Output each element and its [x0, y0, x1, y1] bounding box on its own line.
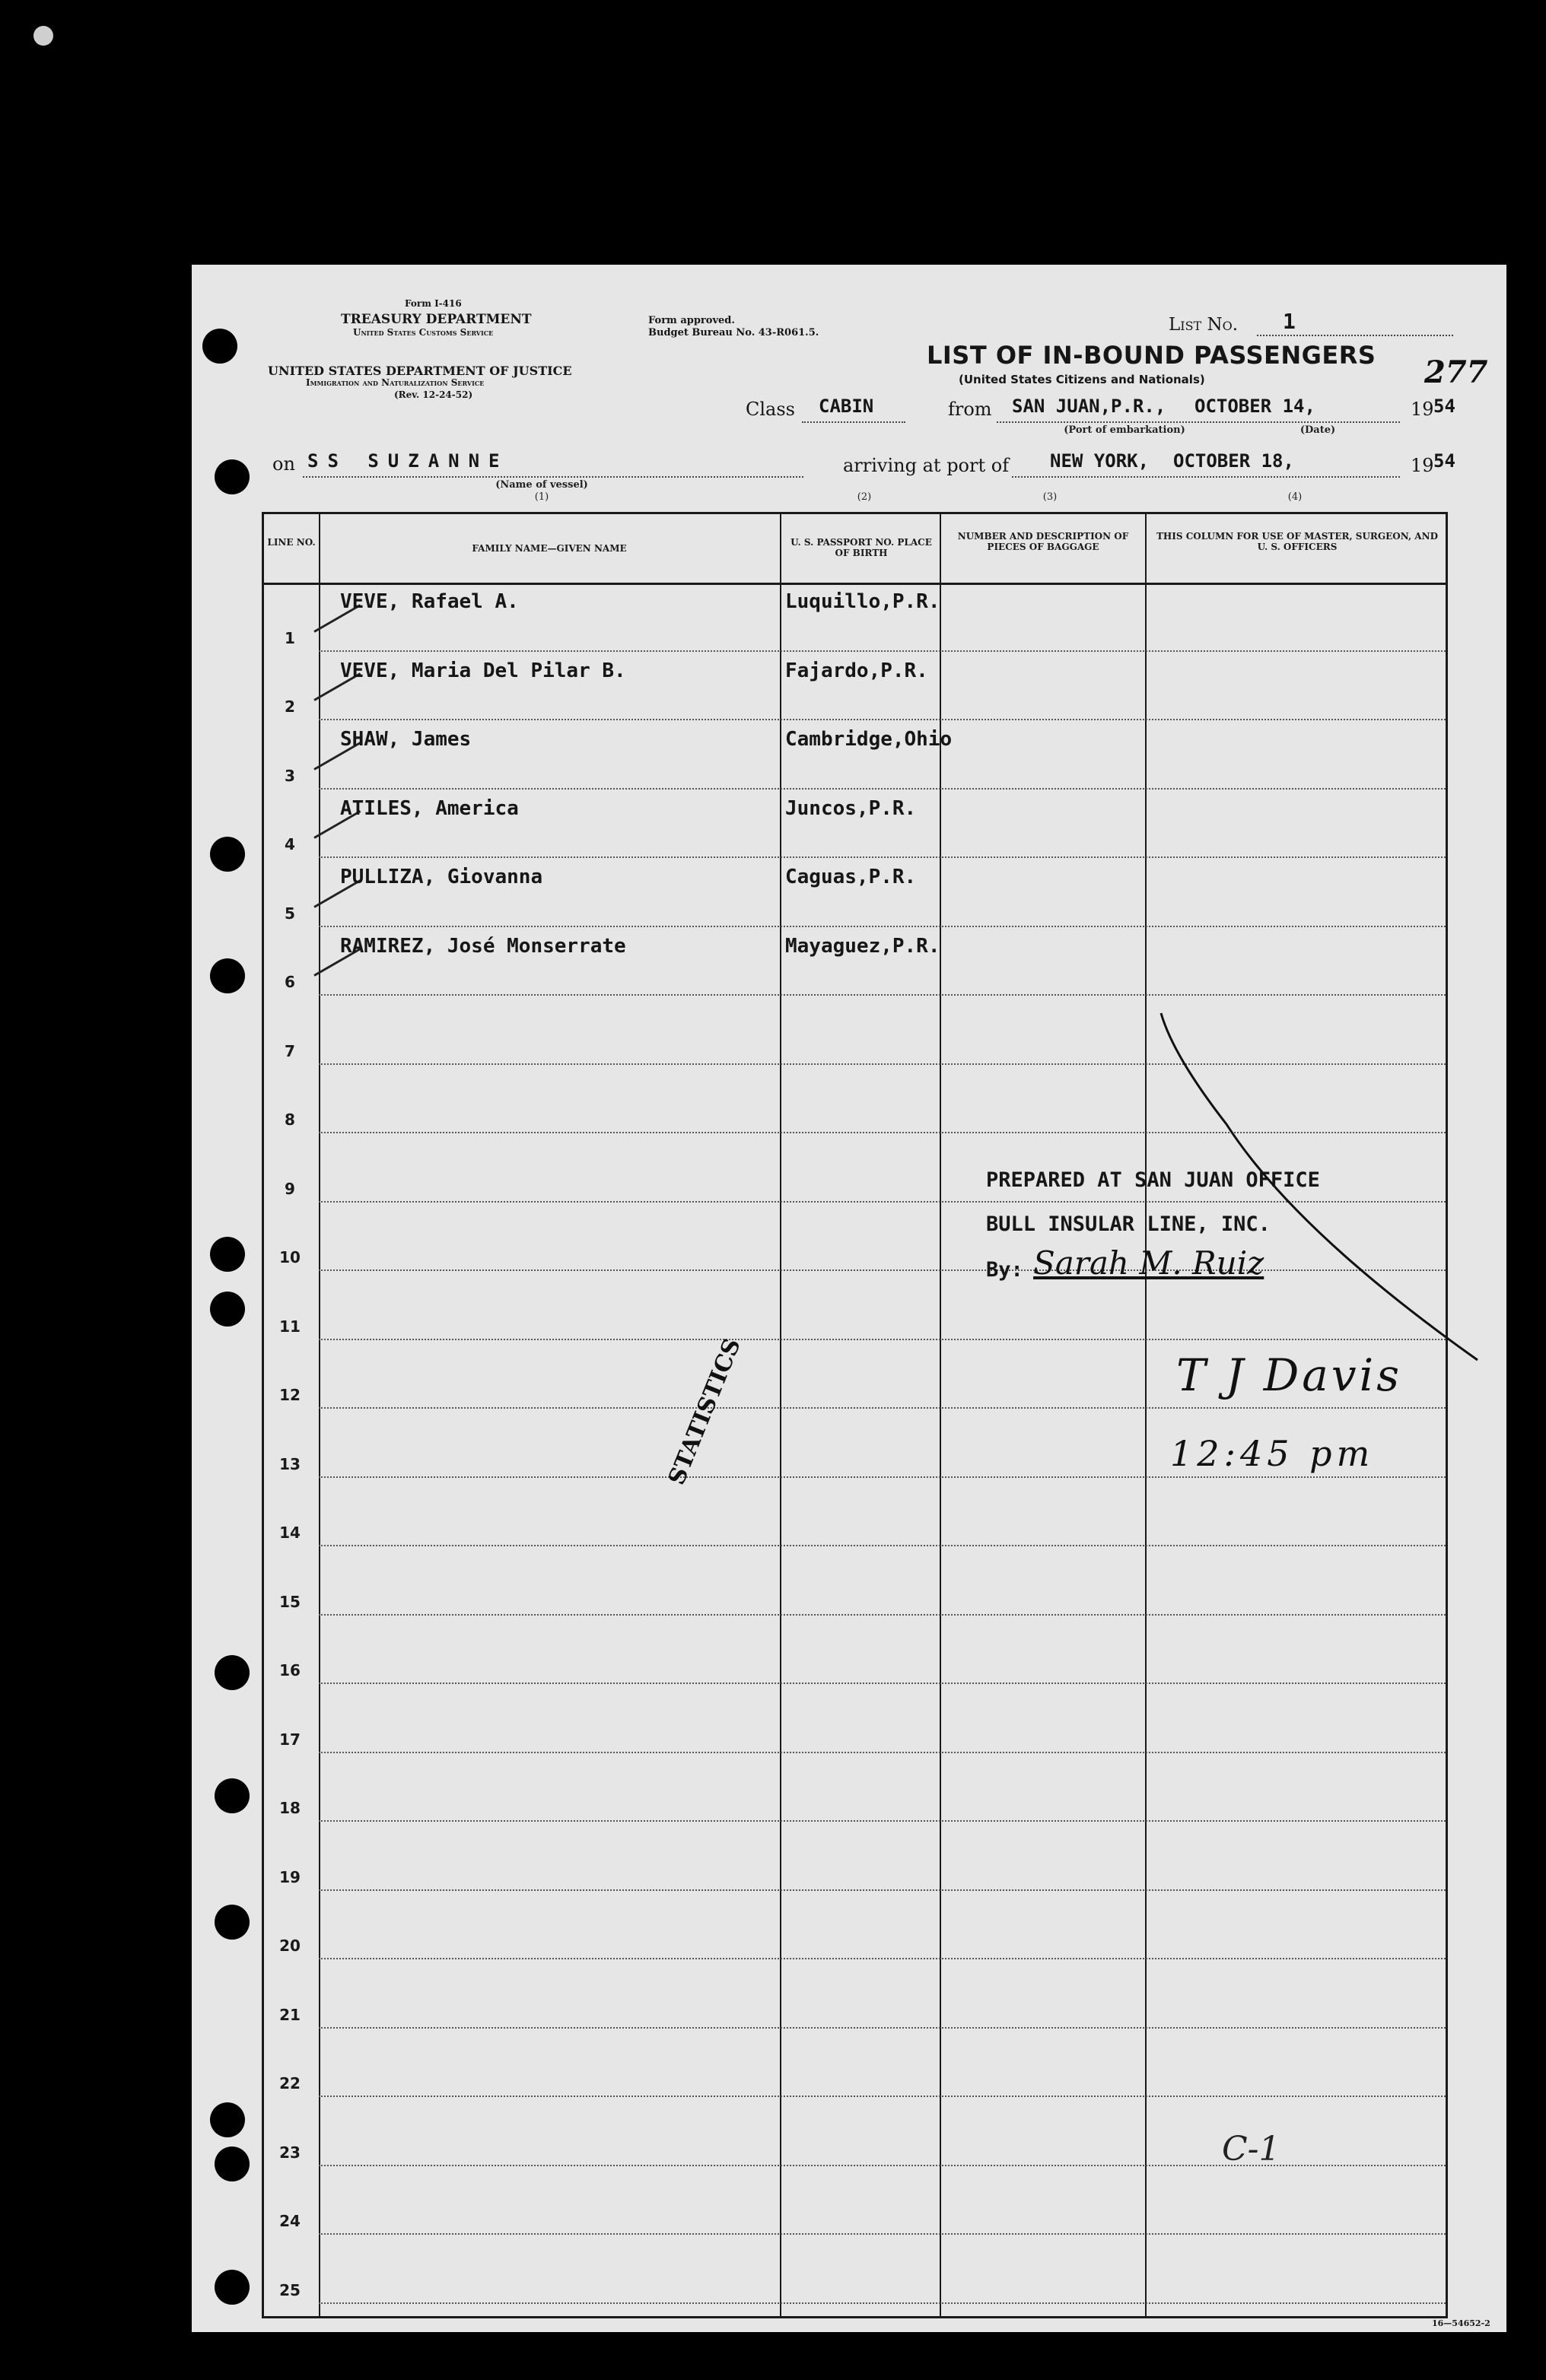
line-number: 10 [279, 1248, 301, 1266]
line-number: 7 [285, 1041, 295, 1060]
line-number: 4 [285, 835, 295, 853]
immigration-service: Immigration and Naturalization Service [306, 377, 485, 388]
from-year-prefix: 19 [1411, 399, 1434, 420]
revision-date: (Rev. 12-24-52) [394, 389, 473, 400]
passenger-name: ATILES, America [340, 796, 519, 820]
binder-hole [215, 1778, 250, 1813]
arriving-label: arriving at port of [843, 455, 1010, 476]
manifest-sheet [192, 265, 1506, 2332]
list-no-value: 1 [1283, 309, 1296, 334]
scan-speck [33, 26, 53, 46]
binder-hole [210, 2102, 245, 2137]
shipping-line: BULL INSULAR LINE, INC. [986, 1212, 1271, 1236]
col-num-4: (4) [1287, 491, 1303, 503]
from-line [997, 421, 1400, 423]
header-name: FAMILY NAME—GIVEN NAME [472, 543, 627, 554]
binder-hole [210, 958, 245, 993]
place-of-birth: Caguas,P.R. [785, 866, 917, 888]
vessel-caption: (Name of vessel) [495, 479, 588, 491]
passenger-name: SHAW, James [340, 728, 472, 751]
binder-hole [215, 1655, 250, 1690]
on-label: on [272, 453, 295, 475]
header-officers: THIS COLUMN FOR USE OF MASTER, SURGEON, AND U. S. OFFICERS [1156, 531, 1438, 552]
vessel-line [303, 476, 803, 478]
print-code: 16—54652-2 [1432, 2318, 1490, 2328]
justice-dept: UNITED STATES DEPARTMENT OF JUSTICE [268, 364, 572, 378]
budget-bureau: Budget Bureau No. 43-R061.5. [648, 327, 819, 338]
binder-hole [215, 459, 250, 494]
port-caption: (Port of embarkation) [1064, 424, 1185, 436]
binder-hole [210, 1237, 245, 1272]
passenger-name: PULLIZA, Giovanna [340, 866, 543, 888]
table-row [264, 858, 1446, 927]
line-number: 24 [279, 2212, 301, 2230]
list-no-label: List No. [1169, 315, 1239, 335]
line-number: 13 [279, 1454, 301, 1473]
class-line [802, 421, 905, 423]
table-row [264, 720, 1446, 790]
col-num-3: (3) [1042, 491, 1058, 503]
table-row [264, 2235, 1446, 2304]
line-number: 1 [285, 628, 295, 647]
table-row [264, 927, 1446, 996]
header-passport: U. S. PASSPORT NO. PLACE OF BIRTH [790, 537, 932, 558]
treasury-dept: TREASURY DEPARTMENT [341, 312, 532, 327]
line-number: 6 [285, 973, 295, 991]
statistics-stamp: STATISTICS [663, 1334, 746, 1489]
table-row [264, 1753, 1446, 1822]
agent-signature: Sarah M. Ruiz [1033, 1244, 1264, 1282]
binder-hole [215, 1905, 250, 1940]
table-row [264, 1959, 1446, 2029]
line-number: 17 [279, 1730, 301, 1749]
line-number: 23 [279, 2143, 301, 2162]
table-row [264, 790, 1446, 859]
line-number: 19 [279, 1867, 301, 1886]
cancel-line [1158, 1010, 1493, 1375]
col-num-1: (1) [534, 491, 549, 503]
from-date: OCTOBER 14, [1194, 396, 1315, 417]
line-number: 18 [279, 1799, 301, 1817]
table-row [264, 652, 1446, 721]
passenger-name: RAMIREZ, José Monserrate [340, 934, 626, 958]
prepared-note: PREPARED AT SAN JUAN OFFICE [986, 1168, 1320, 1192]
line-number: 22 [279, 2074, 301, 2092]
date-caption: (Date) [1299, 424, 1336, 436]
line-number: 11 [279, 1317, 301, 1336]
place-of-birth: Mayaguez,P.R. [785, 934, 940, 958]
from-label: from [948, 399, 992, 420]
table-row [264, 1822, 1446, 1891]
by-label: By: [986, 1258, 1023, 1282]
arrival-date: OCTOBER 18, [1173, 450, 1294, 472]
passenger-table [262, 512, 1448, 2318]
header-baggage: NUMBER AND DESCRIPTION OF PIECES OF BAGGAGE [957, 531, 1129, 552]
place-of-birth: Fajardo,P.R. [785, 659, 928, 682]
table-row [264, 583, 1446, 652]
table-row [264, 1684, 1446, 1753]
table-row [264, 2029, 1446, 2098]
arrival-port: NEW YORK, [1050, 450, 1150, 472]
officer-time: 12:45 pm [1170, 1433, 1375, 1474]
binder-hole [215, 2146, 250, 2181]
passenger-name: VEVE, Rafael A. [340, 590, 519, 613]
binder-hole [202, 329, 237, 364]
line-number: 3 [285, 766, 295, 785]
table-header [264, 514, 1446, 585]
binder-hole [210, 1292, 245, 1327]
col-num-2: (2) [857, 491, 872, 503]
line-number: 8 [285, 1111, 295, 1129]
arrival-line [1012, 476, 1400, 478]
table-row [264, 1546, 1446, 1616]
place-of-birth: Juncos,P.R. [785, 796, 917, 820]
line-number: 15 [279, 1592, 301, 1611]
table-row [264, 1891, 1446, 1960]
arrival-year-prefix: 19 [1411, 455, 1434, 476]
vessel-name: SS SUZANNE [307, 450, 509, 472]
line-number: 16 [279, 1661, 301, 1679]
binder-hole [215, 2270, 250, 2305]
list-no-line [1257, 335, 1453, 336]
line-number: 20 [279, 1937, 301, 1955]
class-value: CABIN [819, 396, 874, 417]
line-number: 5 [285, 904, 295, 923]
form-number: Form I-416 [405, 298, 462, 309]
line-number: 25 [279, 2280, 301, 2299]
officer-initials: T J Davis [1176, 1349, 1402, 1401]
code-note: C-1 [1222, 2130, 1280, 2169]
line-number: 12 [279, 1386, 301, 1404]
list-title: LIST OF IN-BOUND PASSENGERS [927, 341, 1376, 370]
table-row [264, 1616, 1446, 1685]
list-subtitle: (United States Citizens and Nationals) [959, 373, 1205, 386]
arrival-year: 54 [1433, 450, 1455, 472]
header-line-no: LINE NO. [267, 537, 316, 548]
place-of-birth: Luquillo,P.R. [785, 590, 940, 613]
table-row [264, 2166, 1446, 2235]
from-port: SAN JUAN,P.R., [1012, 396, 1166, 417]
line-number: 14 [279, 1524, 301, 1542]
row-rule [319, 2302, 1446, 2304]
form-approved: Form approved. [648, 315, 735, 326]
binder-hole [210, 837, 245, 872]
class-label: Class [746, 399, 795, 420]
line-number: 21 [279, 2005, 301, 2024]
passenger-name: VEVE, Maria Del Pilar B. [340, 659, 626, 682]
place-of-birth: Cambridge,Ohio [785, 728, 953, 751]
table-row [264, 1478, 1446, 1547]
customs-service: United States Customs Service [353, 327, 494, 338]
line-number: 9 [285, 1179, 295, 1198]
from-year: 54 [1433, 396, 1455, 417]
page-number: 277 [1424, 354, 1488, 390]
line-number: 2 [285, 697, 295, 716]
